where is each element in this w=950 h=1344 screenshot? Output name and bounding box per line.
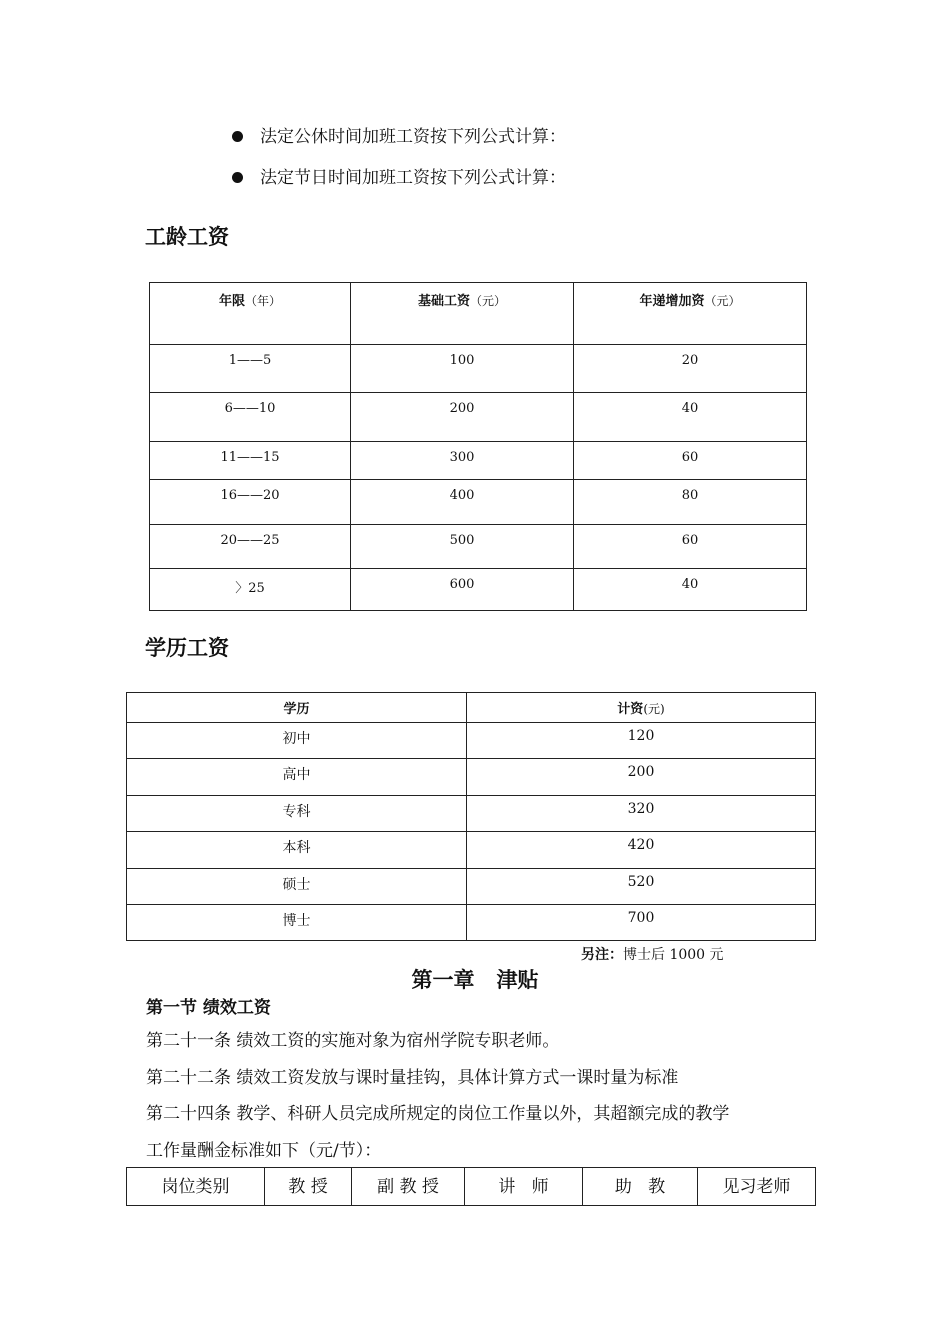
table-row [150, 393, 807, 442]
table-row [150, 525, 807, 569]
table-cell: 1——5 [150, 345, 351, 393]
table-cell: 60 [574, 525, 807, 569]
table-cell: 500 [351, 525, 574, 569]
header-cell: 教 授 [265, 1168, 352, 1206]
table-cell: 320 [467, 796, 816, 832]
header-cell: 讲 师 [465, 1168, 583, 1206]
table-cell: 20 [574, 345, 807, 393]
table-cell: 博士 [127, 905, 467, 941]
table-cell: 600 [351, 569, 574, 611]
table-row [127, 723, 816, 759]
table-cell: 6——10 [150, 393, 351, 442]
paragraph: 第二十一条 绩效工资的实施对象为宿州学院专职老师。 [146, 1031, 560, 1051]
table-cell: 300 [351, 442, 574, 480]
table-cell: 80 [574, 480, 807, 525]
table-row [150, 345, 807, 393]
table-row [127, 832, 816, 869]
table-row [150, 480, 807, 525]
seniority-heading: 工龄工资 [145, 225, 229, 249]
table-cell: 400 [351, 480, 574, 525]
table-cell: 11——15 [150, 442, 351, 480]
section-title: 第一节 绩效工资 [146, 998, 271, 1018]
table-cell: 200 [467, 759, 816, 796]
table-cell: 520 [467, 869, 816, 905]
chapter-title: 第一章 津贴 [411, 968, 539, 992]
table-header-row [127, 693, 816, 723]
header-cell: 计资(元) [467, 693, 816, 723]
table-header-row [150, 283, 807, 345]
header-cell: 学历 [127, 693, 467, 723]
table-cell: 硕士 [127, 869, 467, 905]
header-cell: 副 教 授 [352, 1168, 465, 1206]
header-cell: 年递增加资（元） [574, 283, 807, 345]
table-row [127, 869, 816, 905]
table-cell: 700 [467, 905, 816, 941]
table-row [150, 569, 807, 611]
table-header-row [127, 1168, 816, 1206]
bullet-text: 法定节日时间加班工资按下列公式计算： [260, 168, 566, 188]
bullet-dot-icon [232, 172, 243, 183]
table-cell: 16——20 [150, 480, 351, 525]
table-cell: 本科 [127, 832, 467, 869]
header-cell: 见习老师 [698, 1168, 816, 1206]
paragraph: 第二十二条 绩效工资发放与课时量挂钩，具体计算方式一课时量为标准 [146, 1068, 679, 1088]
table-cell: 专科 [127, 796, 467, 832]
table-cell: 40 [574, 569, 807, 611]
table-cell: 高中 [127, 759, 467, 796]
table-row [150, 442, 807, 480]
table-row [127, 796, 816, 832]
bullet-dot-icon [232, 131, 243, 142]
table-cell: 420 [467, 832, 816, 869]
header-cell: 基础工资（元） [351, 283, 574, 345]
paragraph: 第二十四条 教学、科研人员完成所规定的岗位工作量以外，其超额完成的教学 [146, 1104, 730, 1124]
table-cell: 40 [574, 393, 807, 442]
education-note: 另注：博士后 1000 元 [581, 947, 724, 963]
table-row [127, 905, 816, 941]
table-cell: 100 [351, 345, 574, 393]
table-row [127, 759, 816, 796]
table-cell: 60 [574, 442, 807, 480]
paragraph: 工作量酬金标准如下（元/节）： [146, 1141, 382, 1161]
table-cell: 初中 [127, 723, 467, 759]
header-cell: 年限（年） [150, 283, 351, 345]
table-cell: 〉25 [150, 569, 351, 611]
table-cell: 200 [351, 393, 574, 442]
header-cell: 岗位类别 [127, 1168, 265, 1206]
rank-table [126, 1167, 816, 1206]
table-cell: 120 [467, 723, 816, 759]
header-cell: 助 教 [583, 1168, 698, 1206]
seniority-table [149, 282, 807, 611]
bullet-text: 法定公休时间加班工资按下列公式计算： [260, 127, 566, 147]
education-heading: 学历工资 [145, 636, 229, 660]
table-cell: 20——25 [150, 525, 351, 569]
education-table [126, 692, 816, 941]
